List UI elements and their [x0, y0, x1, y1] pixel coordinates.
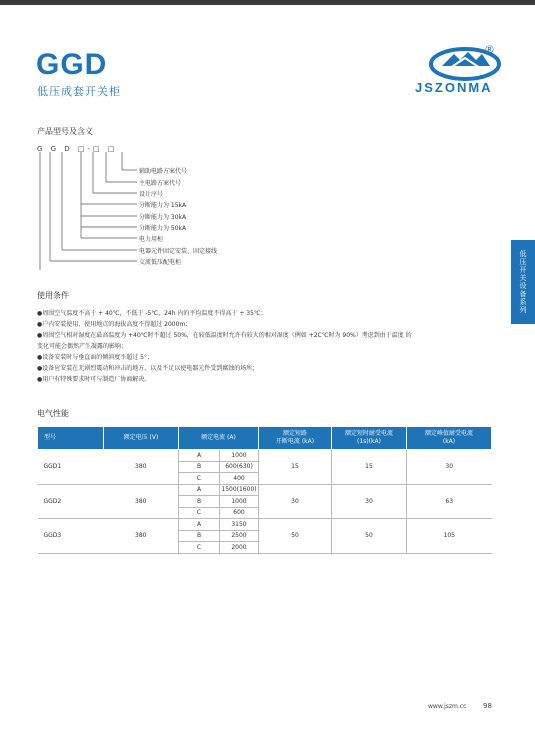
- registered-mark: ®: [484, 43, 495, 56]
- performance-heading: 电气性能: [37, 409, 69, 418]
- usage-line: ●周围空气温度不高于 + 40℃，不低于 -5℃，24h 内的平均温度不得高于 + 35℃；: [37, 310, 267, 317]
- table-row: GGD1 380 A 1000 15 15 30: [38, 450, 492, 462]
- table-row: GGD3 380 A 3150 50 50 105: [38, 519, 492, 531]
- page-number: 98: [483, 702, 492, 710]
- top-bar: [0, 0, 535, 5]
- model-label-breaking-50: 分断能力为 50kA: [139, 225, 187, 232]
- page-subtitle: 低压成套开关柜: [37, 85, 121, 98]
- model-label-aux-circuit: 辅助电路方案代号: [139, 168, 188, 175]
- side-tab-series: 低压开关设备系列: [511, 240, 535, 324]
- table-row: C 600: [38, 507, 492, 519]
- usage-line: ●用户有特殊要求时可与制造厂协商解决。: [37, 376, 151, 383]
- footer-website-link[interactable]: www.jszm.cc: [428, 703, 467, 710]
- page-title: GGD: [36, 48, 108, 81]
- table-row: GGD2 380 A 1500(1600) 30 30 63: [38, 484, 492, 496]
- model-label-breaking-30: 分断能力为 30kA: [139, 214, 187, 221]
- table-row: C 2000: [38, 542, 492, 554]
- header-breaking: 额定短路 开断电流 (kA): [259, 427, 332, 450]
- table-row: C 400: [38, 473, 492, 485]
- model-label-design-serial: 设计序号: [139, 191, 164, 198]
- usage-line: ●设备应安装在无剧烈震动和冲击的地方，以及不足以使电器元件受到腐蚀的场所；: [37, 365, 259, 372]
- header-short-time: 额定短时耐受电流 (1s)(kA): [332, 427, 407, 450]
- model-section-heading: 产品型号及含义: [37, 127, 93, 136]
- usage-conditions: [37, 308, 492, 385]
- model-label-breaking-15: 分断能力为 15kA: [139, 202, 187, 209]
- header-peak: 额定峰值耐受电流 (kA): [407, 427, 492, 450]
- header-current: 额定电流 (A): [179, 427, 259, 450]
- model-code: G G D □-□ □: [37, 145, 118, 153]
- header-model: 型号: [38, 427, 104, 450]
- performance-table: [37, 426, 492, 554]
- model-label-fixed-install: 电器元件固定安装、固定接线: [139, 248, 218, 255]
- model-label-ac-lv-cabinet: 交流低压配电柜: [139, 259, 182, 266]
- usage-heading: 使用条件: [37, 291, 69, 300]
- logo-text: JSZONMA: [415, 80, 493, 95]
- usage-line: 变化可能会偶然产生凝露的影响；: [37, 343, 128, 350]
- model-label-power-cabinet: 电力用柜: [139, 236, 164, 243]
- header-voltage: 额定电压 (V): [104, 427, 179, 450]
- table-row: B 2500: [38, 530, 492, 542]
- model-label-main-circuit: 主电路方案代号: [139, 180, 182, 187]
- usage-line: ●周围空气相对湿度在最高温度为 +40℃时不超过 50%，在较低温度时允许有较大的相对湿度（例如 +2C℃时为 90%）考虑到由于温度 的: [37, 332, 412, 339]
- table-row: B 600(630): [38, 461, 492, 473]
- table-row: B 1000: [38, 496, 492, 508]
- usage-line: ●户内安装使用，使用地点的海拔高度不得超过 2000m；: [37, 321, 192, 328]
- usage-line: ●设备安装时与垂直面的倾斜度不超过 5°；: [37, 354, 153, 361]
